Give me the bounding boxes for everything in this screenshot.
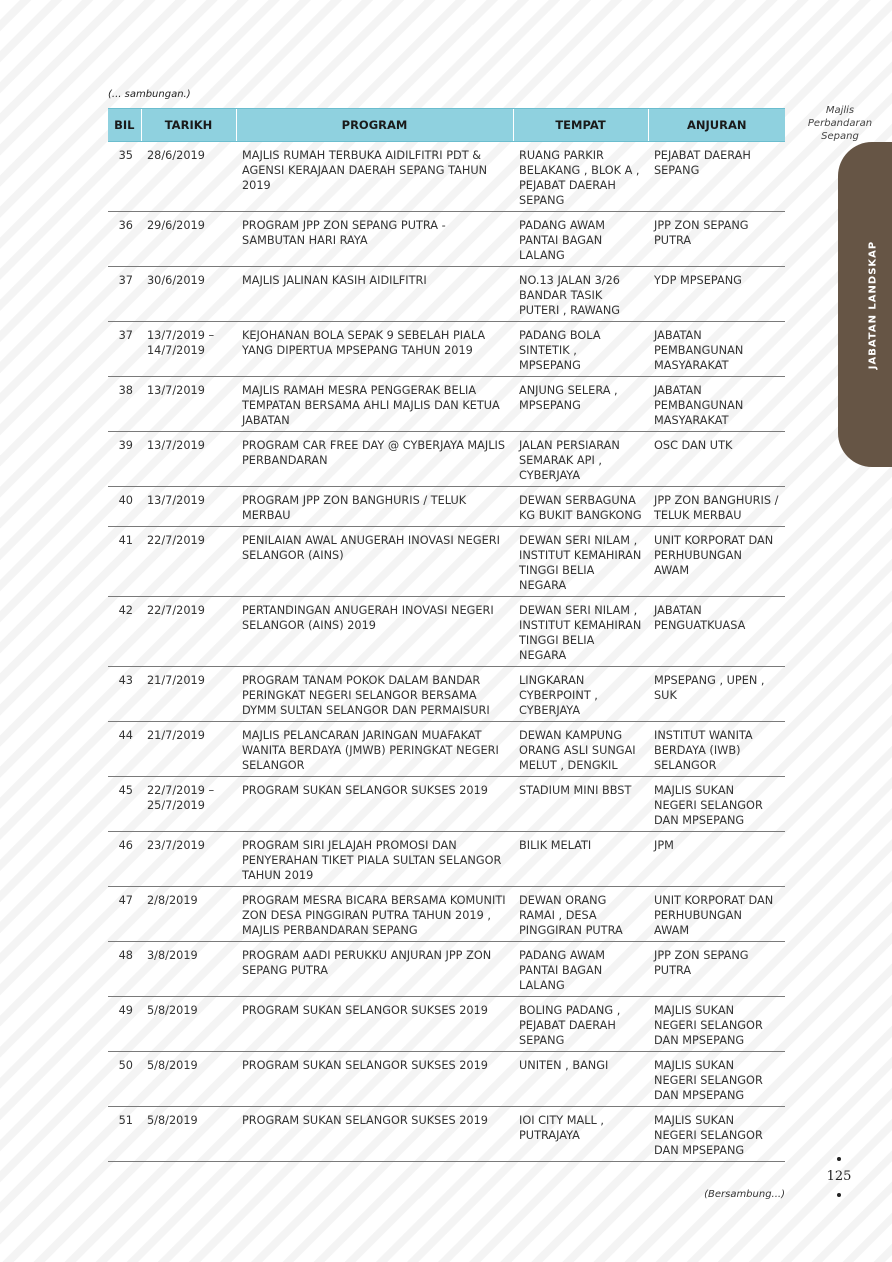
cell-tempat: PADANG AWAM PANTAI BAGAN LALANG — [513, 942, 648, 997]
table-row — [108, 942, 785, 997]
cell-program: PROGRAM AADI PERUKKU ANJURAN JPP ZON SEPANG PUTRA — [236, 942, 513, 997]
cell-tarikh: 29/6/2019 — [141, 212, 236, 267]
cell-tempat: DEWAN ORANG RAMAI , DESA PINGGIRAN PUTRA — [513, 887, 648, 942]
table-row — [108, 527, 785, 597]
cell-tarikh: 2/8/2019 — [141, 887, 236, 942]
cell-bil: 36 — [108, 212, 141, 267]
page-number: 125 — [826, 1169, 852, 1184]
cell-program: PROGRAM SIRI JELAJAH PROMOSI DAN PENYERAHAN TIKET PIALA SULTAN SELANGOR TAHUN 2019 — [236, 832, 513, 887]
cell-bil: 43 — [108, 667, 141, 722]
cell-tarikh: 13/7/2019 — [141, 487, 236, 527]
section-tab — [838, 142, 892, 467]
cell-bil: 41 — [108, 527, 141, 597]
table-row — [108, 267, 785, 322]
cell-bil: 50 — [108, 1052, 141, 1107]
cell-tarikh: 28/6/2019 — [141, 142, 236, 212]
cell-bil: 48 — [108, 942, 141, 997]
cell-program: PROGRAM MESRA BICARA BERSAMA KOMUNITI ZON DESA PINGGIRAN PUTRA TAHUN 2019 , MAJLIS PERBANDARAN SEPANG — [236, 887, 513, 942]
cell-program: MAJLIS PELANCARAN JARINGAN MUAFAKAT WANITA BERDAYA (JMWB) PERINGKAT NEGERI SELANGOR — [236, 722, 513, 777]
cell-bil: 44 — [108, 722, 141, 777]
cell-anjuran: UNIT KORPORAT DAN PERHUBUNGAN AWAM — [648, 527, 785, 597]
cell-tempat: BOLING PADANG , PEJABAT DAERAH SEPANG — [513, 997, 648, 1052]
table-row — [108, 722, 785, 777]
cell-tempat: DEWAN SERI NILAM , INSTITUT KEMAHIRAN TINGGI BELIA NEGARA — [513, 597, 648, 667]
cell-anjuran: MAJLIS SUKAN NEGERI SELANGOR DAN MPSEPANG — [648, 997, 785, 1052]
header-tarikh: TARIKH — [141, 109, 236, 142]
cell-program: PROGRAM SUKAN SELANGOR SUKSES 2019 — [236, 997, 513, 1052]
cell-tarikh: 22/7/2019 — [141, 597, 236, 667]
cell-tarikh: 13/7/2019 – 14/7/2019 — [141, 322, 236, 377]
table-row — [108, 487, 785, 527]
cell-program: PROGRAM JPP ZON SEPANG PUTRA - SAMBUTAN HARI RAYA — [236, 212, 513, 267]
cell-anjuran: INSTITUT WANITA BERDAYA (IWB) SELANGOR — [648, 722, 785, 777]
cell-anjuran: MPSEPANG , UPEN , SUK — [648, 667, 785, 722]
header-program: PROGRAM — [236, 109, 513, 142]
cell-tarikh: 13/7/2019 — [141, 377, 236, 432]
cell-program: MAJLIS RUMAH TERBUKA AIDILFITRI PDT & AGENSI KERAJAAN DAERAH SEPANG TAHUN 2019 — [236, 142, 513, 212]
program-table — [108, 108, 785, 1162]
cell-anjuran: JPP ZON BANGHURIS / TELUK MERBAU — [648, 487, 785, 527]
cell-anjuran: JABATAN PENGUATKUASA — [648, 597, 785, 667]
cell-bil: 39 — [108, 432, 141, 487]
cell-anjuran: JABATAN PEMBANGUNAN MASYARAKAT — [648, 377, 785, 432]
cell-anjuran: MAJLIS SUKAN NEGERI SELANGOR DAN MPSEPANG — [648, 1052, 785, 1107]
cell-tempat: JALAN PERSIARAN SEMARAK API , CYBERJAYA — [513, 432, 648, 487]
cell-bil: 51 — [108, 1107, 141, 1162]
table-row — [108, 377, 785, 432]
cell-bil: 38 — [108, 377, 141, 432]
page-dot-icon — [837, 1157, 841, 1161]
table-row — [108, 887, 785, 942]
side-title-line: Majlis — [825, 105, 855, 116]
cell-anjuran: UNIT KORPORAT DAN PERHUBUNGAN AWAM — [648, 887, 785, 942]
cell-tempat: DEWAN KAMPUNG ORANG ASLI SUNGAI MELUT , DENGKIL — [513, 722, 648, 777]
cell-bil: 49 — [108, 997, 141, 1052]
side-title — [800, 104, 880, 143]
cell-tarikh: 5/8/2019 — [141, 997, 236, 1052]
cell-bil: 46 — [108, 832, 141, 887]
cell-anjuran: PEJABAT DAERAH SEPANG — [648, 142, 785, 212]
cell-tarikh: 23/7/2019 — [141, 832, 236, 887]
cell-program: PROGRAM SUKAN SELANGOR SUKSES 2019 — [236, 1052, 513, 1107]
cell-program: PROGRAM SUKAN SELANGOR SUKSES 2019 — [236, 1107, 513, 1162]
table-row — [108, 832, 785, 887]
cell-program: PROGRAM JPP ZON BANGHURIS / TELUK MERBAU — [236, 487, 513, 527]
cell-tempat: DEWAN SERBAGUNA KG BUKIT BANGKONG — [513, 487, 648, 527]
cell-program: PROGRAM SUKAN SELANGOR SUKSES 2019 — [236, 777, 513, 832]
header-bil: BIL — [108, 109, 141, 142]
table-header-row — [108, 109, 785, 142]
table-row — [108, 1107, 785, 1162]
cell-program: PROGRAM TANAM POKOK DALAM BANDAR PERINGKAT NEGERI SELANGOR BERSAMA DYMM SULTAN SELANGOR DAN PERMAISURI — [236, 667, 513, 722]
cell-anjuran: JPP ZON SEPANG PUTRA — [648, 212, 785, 267]
table-row — [108, 667, 785, 722]
cell-tempat: NO.13 JALAN 3/26 BANDAR TASIK PUTERI , RAWANG — [513, 267, 648, 322]
page-dot-icon — [837, 1193, 841, 1197]
cell-tarikh: 13/7/2019 — [141, 432, 236, 487]
cell-tarikh: 21/7/2019 — [141, 667, 236, 722]
header-tempat: TEMPAT — [513, 109, 648, 142]
section-tab-label: JABATAN LANDSKAP — [867, 240, 879, 369]
cell-tempat: STADIUM MINI BBST — [513, 777, 648, 832]
cell-bil: 35 — [108, 142, 141, 212]
header-anjuran: ANJURAN — [648, 109, 785, 142]
cell-tempat: BILIK MELATI — [513, 832, 648, 887]
cell-tempat: ANJUNG SELERA , MPSEPANG — [513, 377, 648, 432]
cell-anjuran: OSC DAN UTK — [648, 432, 785, 487]
cell-tempat: UNITEN , BANGI — [513, 1052, 648, 1107]
cell-tempat: PADANG BOLA SINTETIK , MPSEPANG — [513, 322, 648, 377]
table-row — [108, 1052, 785, 1107]
cell-bil: 42 — [108, 597, 141, 667]
table-row — [108, 597, 785, 667]
table-row — [108, 777, 785, 832]
cell-bil: 37 — [108, 322, 141, 377]
continued-note: (Bersambung...) — [704, 1189, 785, 1200]
cell-tarikh: 5/8/2019 — [141, 1107, 236, 1162]
cell-tempat: IOI CITY MALL , PUTRAJAYA — [513, 1107, 648, 1162]
cell-tempat: LINGKARAN CYBERPOINT , CYBERJAYA — [513, 667, 648, 722]
table-row — [108, 997, 785, 1052]
side-title-line: Perbandaran — [807, 118, 873, 129]
table-row — [108, 212, 785, 267]
cell-program: MAJLIS JALINAN KASIH AIDILFITRI — [236, 267, 513, 322]
cell-anjuran: JABATAN PEMBANGUNAN MASYARAKAT — [648, 322, 785, 377]
cell-tarikh: 3/8/2019 — [141, 942, 236, 997]
cell-program: PROGRAM CAR FREE DAY @ CYBERJAYA MAJLIS PERBANDARAN — [236, 432, 513, 487]
table-row — [108, 322, 785, 377]
cell-program: PENILAIAN AWAL ANUGERAH INOVASI NEGERI SELANGOR (AINS) — [236, 527, 513, 597]
cell-bil: 37 — [108, 267, 141, 322]
cell-bil: 40 — [108, 487, 141, 527]
cell-program: KEJOHANAN BOLA SEPAK 9 SEBELAH PIALA YANG DIPERTUA MPSEPANG TAHUN 2019 — [236, 322, 513, 377]
cell-program: PERTANDINGAN ANUGERAH INOVASI NEGERI SELANGOR (AINS) 2019 — [236, 597, 513, 667]
table-body — [108, 142, 785, 1162]
continuation-note: (... sambungan.) — [108, 89, 191, 100]
cell-anjuran: JPP ZON SEPANG PUTRA — [648, 942, 785, 997]
cell-bil: 45 — [108, 777, 141, 832]
cell-tarikh: 5/8/2019 — [141, 1052, 236, 1107]
cell-program: MAJLIS RAMAH MESRA PENGGERAK BELIA TEMPATAN BERSAMA AHLI MAJLIS DAN KETUA JABATAN — [236, 377, 513, 432]
cell-anjuran: JPM — [648, 832, 785, 887]
side-title-line: Sepang — [821, 131, 859, 142]
cell-tempat: DEWAN SERI NILAM , INSTITUT KEMAHIRAN TINGGI BELIA NEGARA — [513, 527, 648, 597]
table-row — [108, 142, 785, 212]
cell-tarikh: 30/6/2019 — [141, 267, 236, 322]
cell-anjuran: MAJLIS SUKAN NEGERI SELANGOR DAN MPSEPANG — [648, 777, 785, 832]
cell-anjuran: MAJLIS SUKAN NEGERI SELANGOR DAN MPSEPANG — [648, 1107, 785, 1162]
cell-tempat: PADANG AWAM PANTAI BAGAN LALANG — [513, 212, 648, 267]
cell-bil: 47 — [108, 887, 141, 942]
cell-tempat: RUANG PARKIR BELAKANG , BLOK A , PEJABAT DAERAH SEPANG — [513, 142, 648, 212]
table-row — [108, 432, 785, 487]
cell-tarikh: 21/7/2019 — [141, 722, 236, 777]
cell-tarikh: 22/7/2019 – 25/7/2019 — [141, 777, 236, 832]
cell-anjuran: YDP MPSEPANG — [648, 267, 785, 322]
cell-tarikh: 22/7/2019 — [141, 527, 236, 597]
